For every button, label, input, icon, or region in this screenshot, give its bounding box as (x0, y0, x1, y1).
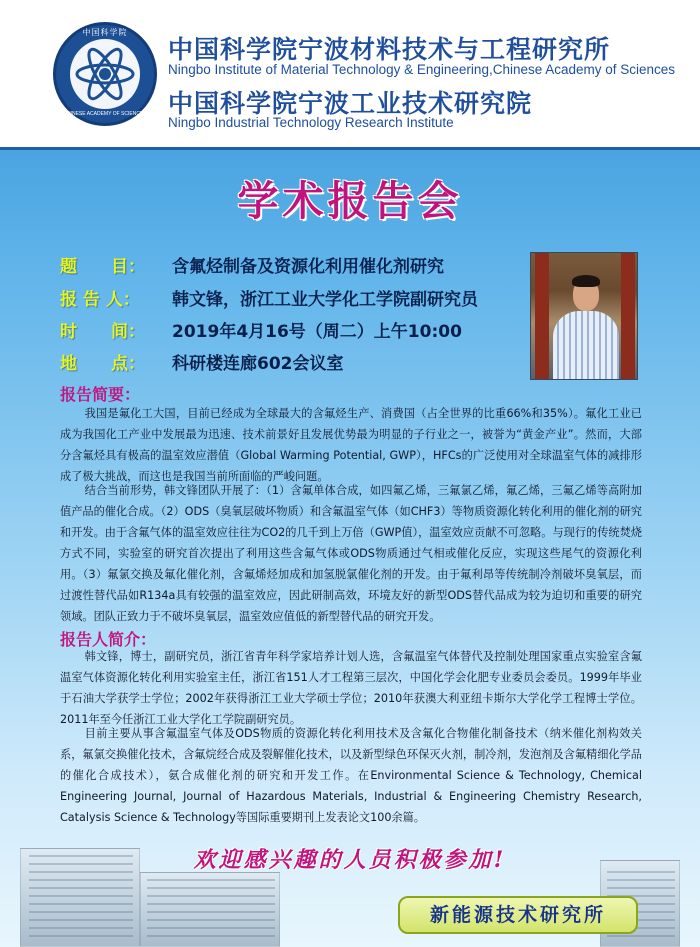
info-topic-row (60, 252, 444, 280)
topic-value: 含氟烃制备及资源化利用催化剂研究 (172, 257, 444, 277)
info-place-row (60, 349, 344, 377)
building-illustration-center (140, 872, 280, 947)
time-label: 时 间： (60, 322, 145, 342)
place-label: 地 点： (60, 354, 145, 374)
page-title: 学术报告会 (237, 177, 463, 225)
institute-name-en-2: Ningbo Industrial Technology Research Institute (168, 115, 454, 130)
department-badge: 新能源技术研究所 (398, 896, 638, 934)
abstract-paragraph-2: 结合当前形势，韩文锋团队开展了：（1）含氟单体合成，如四氟乙烯，三氟氯乙烯，氟乙烯，三氟乙烯等高附加值产品的催化合成。（2）ODS（臭氧层破坏物质）和含氟温室气体（如CHF3）等物质资源化转化利用的催化剂的研究和开发。由于含氟气体的温室效应往往为CO2的几千到上万倍（GWP值），温室效应贡献不可忽略。与现行的传统焚烧方式不同，实验室的研究首次提出了利用这些含氟气体或ODS物质通过气相或催化反应，实现这些尾气的资源化利用。（3）氟氯交换及氟化催化剂，含氟烯烃加成和加氢脱氯催化剂的开发。由于氟利昂等传统制冷剂破坏臭氧层，而过渡性替代品如R134a具有较强的温室效应，因此研制高效，环境友好的新型ODS替代品成为较为迫切和重要的研究领域。团队正致力于不破坏臭氧层，温室效应值低的新型替代品的研究开发。 (60, 484, 642, 623)
abstract-paragraph-1: 我国是氟化工大国，目前已经成为全球最大的含氟烃生产、消费国（占全世界的比重66%和35%）。氟化工业已成为我国化工产业中发展最为迅速、技术前景好且发展优势最为明显的子行业之一，被誉为“黄金产业”。然而，大部分含氟烃具有极高的温室效应潜值（Global Warming Potential, GWP），HFCs的广泛使用对全球温室气体的减排形成了极大挑战，而这也是我国当前所面临的严峻问题。 (60, 407, 642, 483)
speaker-value: 韩文锋，浙江工业大学化工学院副研究员 (172, 290, 478, 310)
abstract-heading: 报告简要： (60, 385, 141, 404)
info-time-row (60, 317, 462, 345)
logo-ring-text: 中国科学院 (82, 28, 128, 37)
logo-bottom-text: CHINESE ACADEMY OF SCIENCES (63, 111, 147, 117)
cas-logo-icon (53, 22, 157, 126)
institute-name-cn-1: 中国科学院宁波材料技术与工程研究所 (168, 35, 611, 64)
topic-label: 题 目： (60, 257, 145, 277)
welcome-message: 欢迎感兴趣的人员积极参加! (193, 847, 507, 873)
info-speaker-row (60, 285, 478, 313)
institute-name-cn-2: 中国科学院宁波工业技术研究院 (168, 89, 533, 118)
bio-paragraph-2: 目前主要从事含氟温室气体及ODS物质的资源化转化利用技术及含氟化合物催化制备技术（纳米催化剂构效关系，氟氯交换催化技术，含氟烷经合成及裂解催化技术，以及新型绿色环保灭火剂，制冷剂，发泡剂及含氟精细化学品的催化合成技术），氨合成催化剂的研究和开发工作。在Environmental Science & Technology, Chemical Engineering Journal, Journal of Hazardous Materials, Industrial & Engineering Chemistry Research, Catalysis Science & Technology等国际重要期刊上发表论文100余篇。 (60, 727, 642, 824)
time-value: 2019年4月16号（周二）上午10:00 (172, 322, 462, 342)
bio-paragraph-1: 韩文锋，博士，副研究员，浙江省青年科学家培养计划人选，含氟温室气体替代及控制处理国家重点实验室含氟温室气体资源化转化利用实验室主任，浙江省151人才工程第三层次，中国化学会化肥专业委员会委员。1999年毕业于石油大学获学士学位；2002年获得浙江工业大学硕士学位；2010年获澳大利亚纽卡斯尔大学化学工程博士学位。2011年至今任浙江工业大学化工学院副研究员。 (60, 650, 642, 726)
bio-heading: 报告人简介： (60, 630, 157, 649)
speaker-photo (530, 252, 638, 380)
atom-symbol-icon (70, 39, 140, 109)
institute-name-en-1: Ningbo Institute of Material Technology & Engineering,Chinese Academy of Sciences (168, 62, 676, 77)
speaker-label: 报 告 人： (60, 290, 140, 310)
place-value: 科研楼连廊602会议室 (172, 354, 344, 374)
header-banner (0, 0, 700, 150)
